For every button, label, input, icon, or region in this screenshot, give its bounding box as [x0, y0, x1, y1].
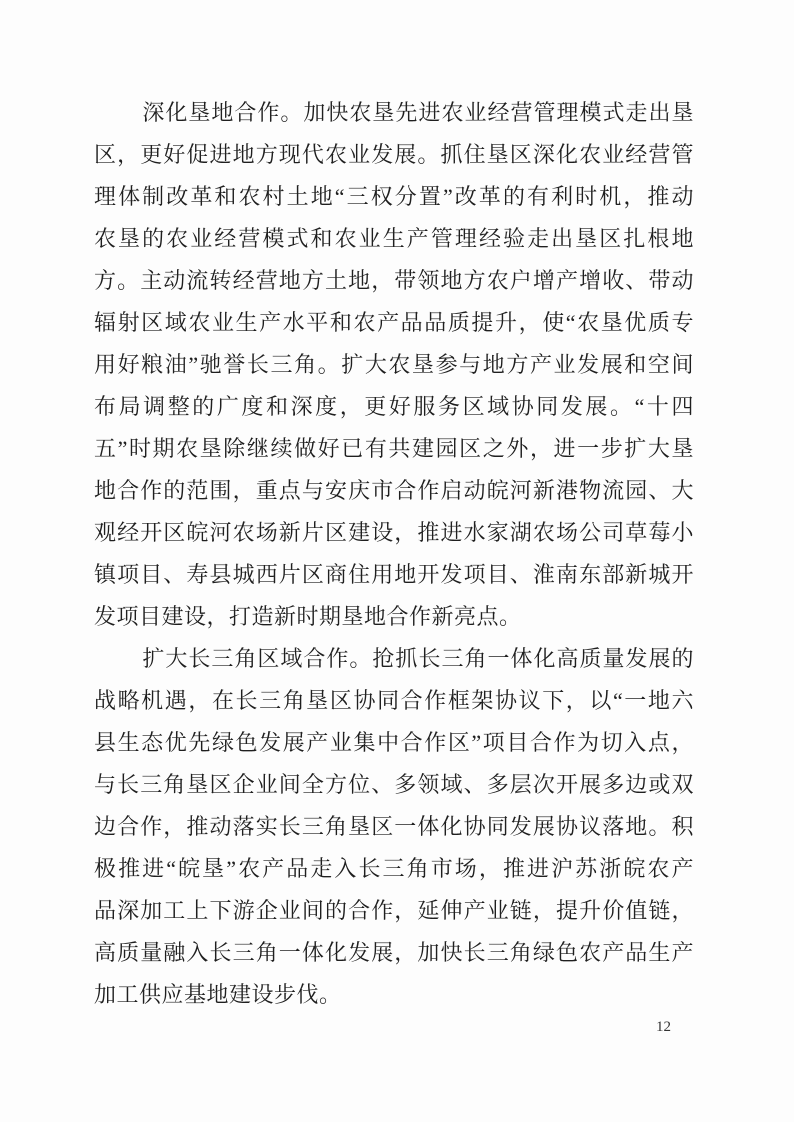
text-line: 品深加工上下游企业间的合作，延伸产业链，提升价值链， [94, 898, 694, 923]
text-line: 发项目建设，打造新时期垦地合作新亮点。 [94, 604, 522, 629]
text-line: 县生态优先绿色发展产业集中合作区”项目合作为切入点， [94, 730, 694, 755]
text-line: 农垦的农业经营模式和农业生产管理经验走出垦区扎根地 [94, 226, 694, 251]
text-line: 深化垦地合作。加快农垦先进农业经营管理模式走出垦 [142, 100, 694, 125]
paragraph [94, 92, 694, 638]
text-line: 镇项目、寿县城西片区商住用地开发项目、淮南东部新城开 [94, 562, 694, 587]
text-line: 扩大长三角区域合作。抢抓长三角一体化高质量发展的 [142, 646, 694, 671]
text-line: 高质量融入长三角一体化发展，加快长三角绿色农产品生产 [94, 940, 694, 965]
text-line: 方。主动流转经营地方土地，带领地方农户增产增收、带动 [94, 268, 694, 293]
text-line: 边合作，推动落实长三角垦区一体化协同发展协议落地。积 [94, 814, 694, 839]
text-line: 布局调整的广度和深度，更好服务区域协同发展。“十四 [94, 394, 694, 419]
text-line: 战略机遇，在长三角垦区协同合作框架协议下，以“一地六 [94, 688, 694, 713]
text-line: 理体制改革和农村土地“三权分置”改革的有利时机，推动 [94, 184, 694, 209]
text-line: 辐射区域农业生产水平和农产品品质提升，使“农垦优质专 [94, 310, 694, 335]
text-line: 五”时期农垦除继续做好已有共建园区之外，进一步扩大垦 [94, 436, 694, 461]
text-line: 加工供应基地建设步伐。 [94, 982, 342, 1007]
text-line: 观经开区皖河农场新片区建设，推进水家湖农场公司草莓小 [94, 520, 694, 545]
text-line: 用好粮油”驰誉长三角。扩大农垦参与地方产业发展和空间 [94, 352, 694, 377]
text-line: 区，更好促进地方现代农业发展。抓住垦区深化农业经营管 [94, 142, 694, 167]
document-body [94, 92, 694, 1016]
paragraph [94, 638, 694, 1016]
text-line: 与长三角垦区企业间全方位、多领域、多层次开展多边或双 [94, 772, 694, 797]
page-number: 12 [656, 1019, 671, 1035]
text-line: 极推进“皖垦”农产品走入长三角市场，推进沪苏浙皖农产 [94, 856, 694, 881]
text-line: 地合作的范围，重点与安庆市合作启动皖河新港物流园、大 [94, 478, 694, 503]
